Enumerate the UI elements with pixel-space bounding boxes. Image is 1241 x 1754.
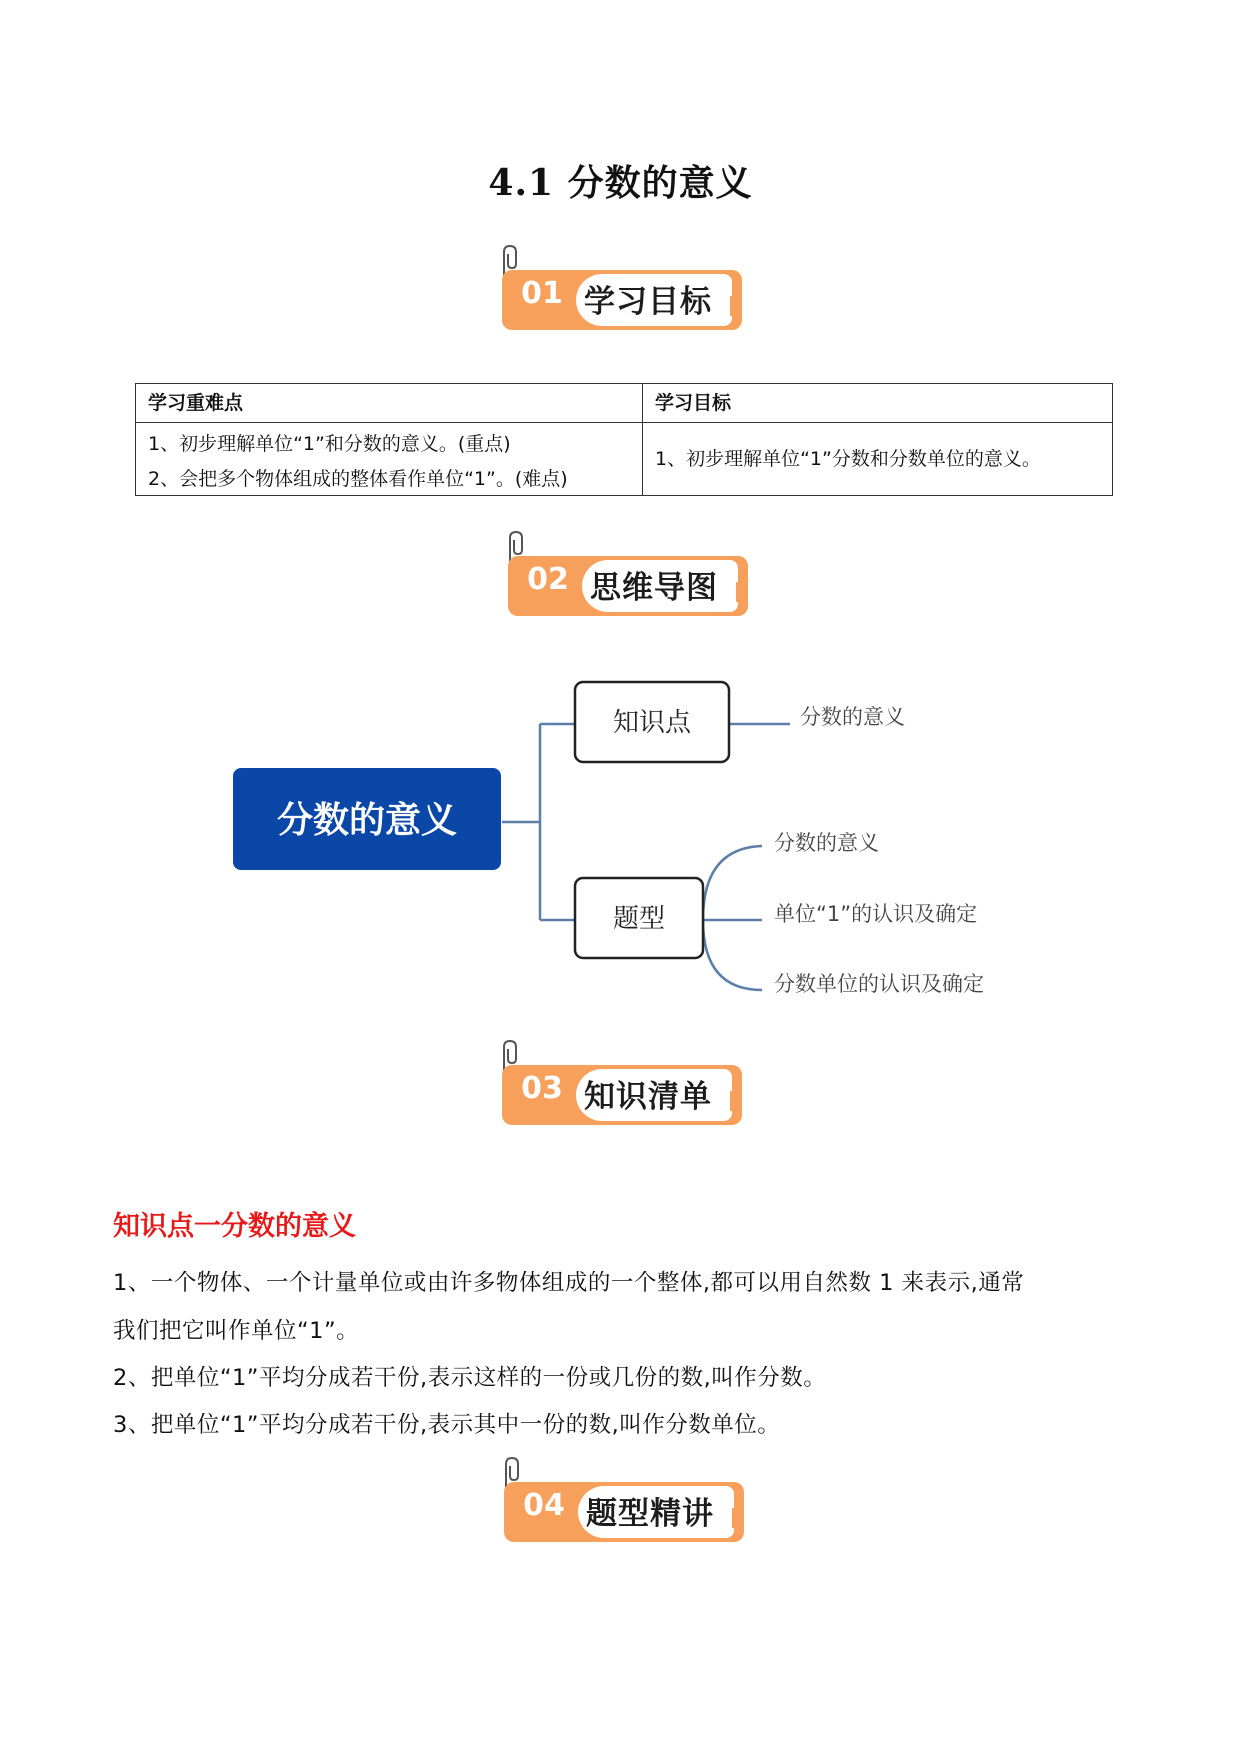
goals-header-objective: 学习目标 xyxy=(643,384,1113,423)
section-badge-03 xyxy=(502,1045,752,1125)
section-label: 知识清单 xyxy=(584,1079,712,1115)
mindmap-branch-label: 题型 xyxy=(612,904,666,934)
goals-right-item: 1、初步理解单位“1”分数和分数单位的意义。 xyxy=(655,448,1041,470)
knowledge-heading: 知识点一分数的意义 xyxy=(113,1211,356,1242)
mindmap-branch-label: 知识点 xyxy=(612,708,692,738)
goals-header-difficulty: 学习重难点 xyxy=(136,384,643,423)
mindmap-leaf: 分数单位的认识及确定 xyxy=(774,972,984,996)
section-number: 04 xyxy=(523,1488,565,1523)
section-label: 题型精讲 xyxy=(586,1496,714,1532)
section-number: 02 xyxy=(527,562,569,597)
knowledge-paragraph: 我们把它叫作单位“1”。 xyxy=(113,1318,360,1344)
goals-left-item: 1、初步理解单位“1”和分数的意义。(重点) xyxy=(148,433,511,455)
page-title: 4.1 分数的意义 xyxy=(488,162,753,204)
goals-left-item: 2、会把多个物体组成的整体看作单位“1”。(难点) xyxy=(148,468,568,490)
section-badge-04 xyxy=(504,1462,754,1542)
section-label: 思维导图 xyxy=(590,570,718,606)
section-label: 学习目标 xyxy=(584,284,712,320)
knowledge-paragraph: 2、把单位“1”平均分成若干份,表示这样的一份或几份的数,叫作分数。 xyxy=(113,1365,827,1391)
mindmap-root-label: 分数的意义 xyxy=(276,800,458,841)
mindmap-leaf: 分数的意义 xyxy=(800,705,905,729)
mindmap-leaf: 单位“1”的认识及确定 xyxy=(774,902,978,926)
section-number: 01 xyxy=(521,276,563,311)
knowledge-paragraph: 3、把单位“1”平均分成若干份,表示其中一份的数,叫作分数单位。 xyxy=(113,1412,781,1438)
knowledge-paragraph: 1、一个物体、一个计量单位或由许多物体组成的一个整体,都可以用自然数 1 来表示,通常 xyxy=(113,1270,1025,1296)
section-number: 03 xyxy=(521,1071,563,1106)
mindmap-leaf: 分数的意义 xyxy=(774,831,879,855)
